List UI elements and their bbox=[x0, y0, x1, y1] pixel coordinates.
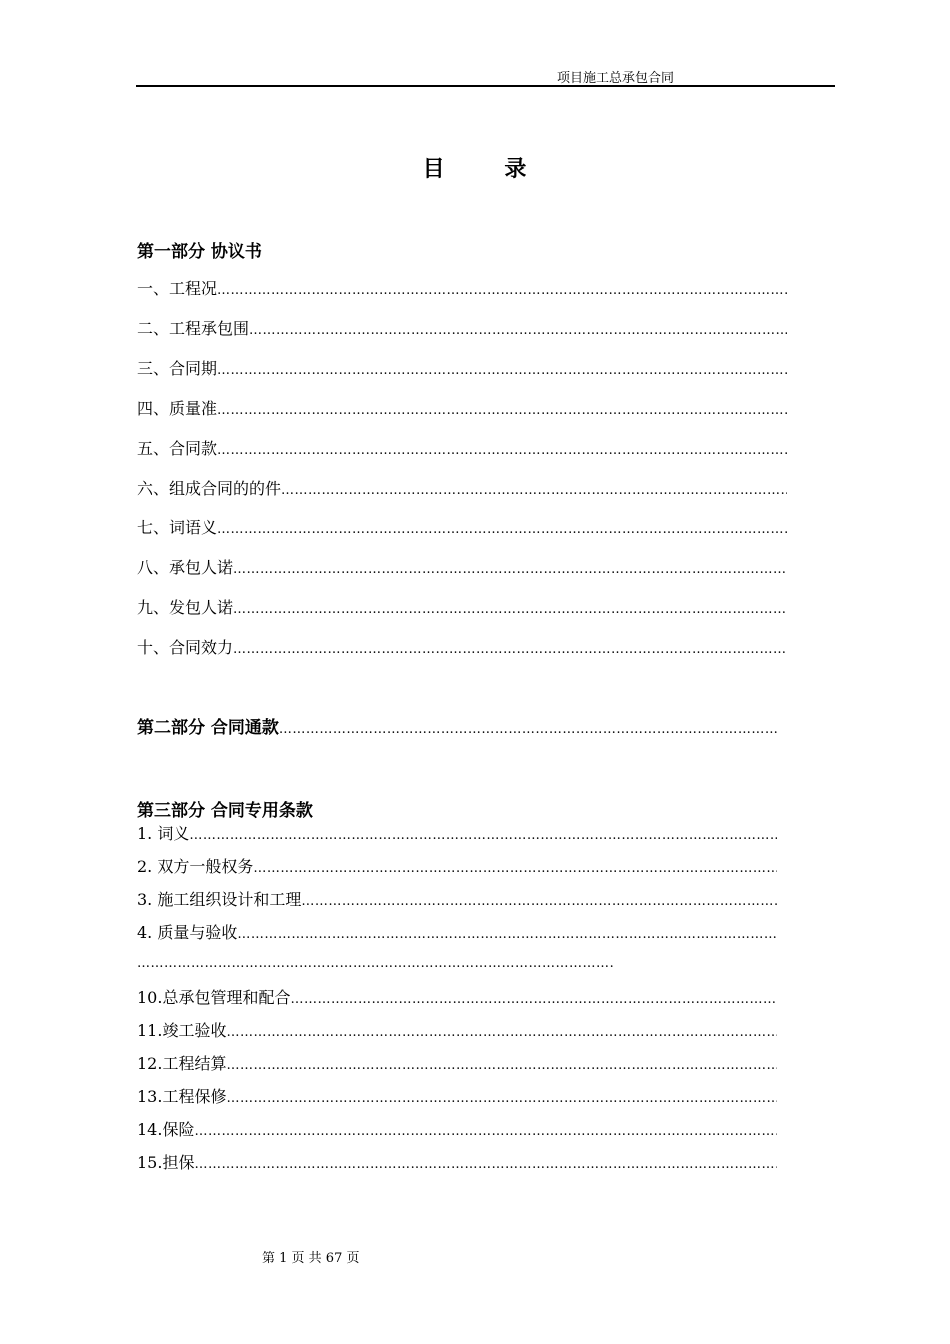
toc-entry-label: 九、发包人诺 bbox=[137, 598, 234, 617]
part2-heading: 第二部分 合同通款 bbox=[137, 718, 279, 738]
leader-dots bbox=[217, 438, 787, 462]
leader-dots bbox=[226, 1020, 777, 1044]
leader-dots bbox=[217, 517, 787, 541]
leader-dots bbox=[301, 889, 777, 913]
leader-dots bbox=[217, 358, 787, 382]
toc-entry-label: 四、质量准 bbox=[137, 399, 218, 418]
toc-entry-label: 11.竣工验收 bbox=[137, 1021, 227, 1040]
toc-entry[interactable] bbox=[137, 356, 787, 382]
leader-dots bbox=[249, 318, 787, 342]
toc-entry[interactable] bbox=[137, 515, 787, 541]
toc-entry-label: 3. 施工组织设计和工理 bbox=[137, 890, 302, 909]
toc-entry[interactable] bbox=[137, 1150, 777, 1176]
toc-entry-label: 12.工程结算 bbox=[137, 1054, 227, 1073]
toc-entry-label: 14.保险 bbox=[137, 1120, 195, 1139]
leader-dots bbox=[194, 1119, 777, 1143]
leader-dots bbox=[226, 1086, 777, 1110]
toc-entry-label: 三、合同期 bbox=[137, 359, 218, 378]
toc-entry-label: 4. 质量与验收 bbox=[137, 923, 238, 942]
toc-entry[interactable] bbox=[137, 887, 777, 913]
toc-entry[interactable] bbox=[137, 396, 787, 422]
toc-entry-label: 七、词语义 bbox=[137, 518, 218, 537]
toc-entry[interactable] bbox=[137, 1018, 777, 1044]
toc-entry-label: 六、组成合同的的件 bbox=[137, 479, 282, 498]
toc-entry-label: 2. 双方一般权务 bbox=[137, 857, 254, 876]
toc-entry-label: 八、承包人诺 bbox=[137, 558, 234, 577]
part2-entry[interactable] bbox=[137, 715, 777, 741]
leader-dots bbox=[237, 922, 777, 946]
leader-dots bbox=[233, 557, 787, 581]
toc-entry[interactable] bbox=[137, 436, 787, 462]
leader-dots bbox=[233, 637, 787, 661]
leader-dots bbox=[217, 278, 787, 302]
leader-dots bbox=[279, 717, 777, 741]
toc-entry[interactable] bbox=[137, 1084, 777, 1110]
page-number-footer: 第 1 页 共 67 页 bbox=[262, 1251, 360, 1266]
toc-entry[interactable] bbox=[137, 1117, 777, 1143]
part1-heading: 第一部分 协议书 bbox=[137, 242, 262, 262]
toc-entry[interactable] bbox=[137, 276, 787, 302]
toc-entry[interactable] bbox=[137, 635, 787, 661]
toc-entry[interactable] bbox=[137, 476, 787, 502]
part3-heading: 第三部分 合同专用条款 bbox=[137, 801, 313, 821]
leader-dots bbox=[137, 951, 615, 977]
leader-dots bbox=[226, 1053, 777, 1077]
toc-entry[interactable] bbox=[137, 920, 777, 946]
toc-entry-label: 13.工程保修 bbox=[137, 1087, 227, 1106]
leader-dots bbox=[253, 856, 777, 880]
toc-entry-label: 10.总承包管理和配合 bbox=[137, 988, 291, 1007]
running-header: 项目施工总承包合同 bbox=[557, 71, 675, 86]
toc-entry[interactable] bbox=[137, 985, 777, 1011]
toc-entry[interactable] bbox=[137, 555, 787, 581]
toc-entry[interactable] bbox=[137, 1051, 777, 1077]
leader-only-line bbox=[137, 951, 615, 977]
toc-entry-label: 一、工程况 bbox=[137, 279, 218, 298]
toc-entry-label: 二、工程承包围 bbox=[137, 319, 250, 338]
toc-entry-label: 十、合同效力 bbox=[137, 638, 234, 657]
toc-entry[interactable] bbox=[137, 595, 787, 621]
leader-dots bbox=[290, 987, 777, 1011]
toc-entry-label: 1. 词义 bbox=[137, 824, 190, 843]
leader-dots bbox=[217, 398, 787, 422]
header-rule bbox=[136, 85, 835, 87]
toc-entry-label: 15.担保 bbox=[137, 1153, 195, 1172]
toc-entry[interactable] bbox=[137, 316, 787, 342]
leader-dots bbox=[233, 597, 787, 621]
toc-entry[interactable] bbox=[137, 854, 777, 880]
leader-dots bbox=[194, 1152, 777, 1176]
leader-dots bbox=[189, 823, 777, 847]
leader-dots bbox=[281, 478, 787, 502]
toc-entry[interactable] bbox=[137, 821, 777, 847]
toc-title: 目 录 bbox=[422, 157, 553, 182]
toc-entry-label: 五、合同款 bbox=[137, 439, 218, 458]
